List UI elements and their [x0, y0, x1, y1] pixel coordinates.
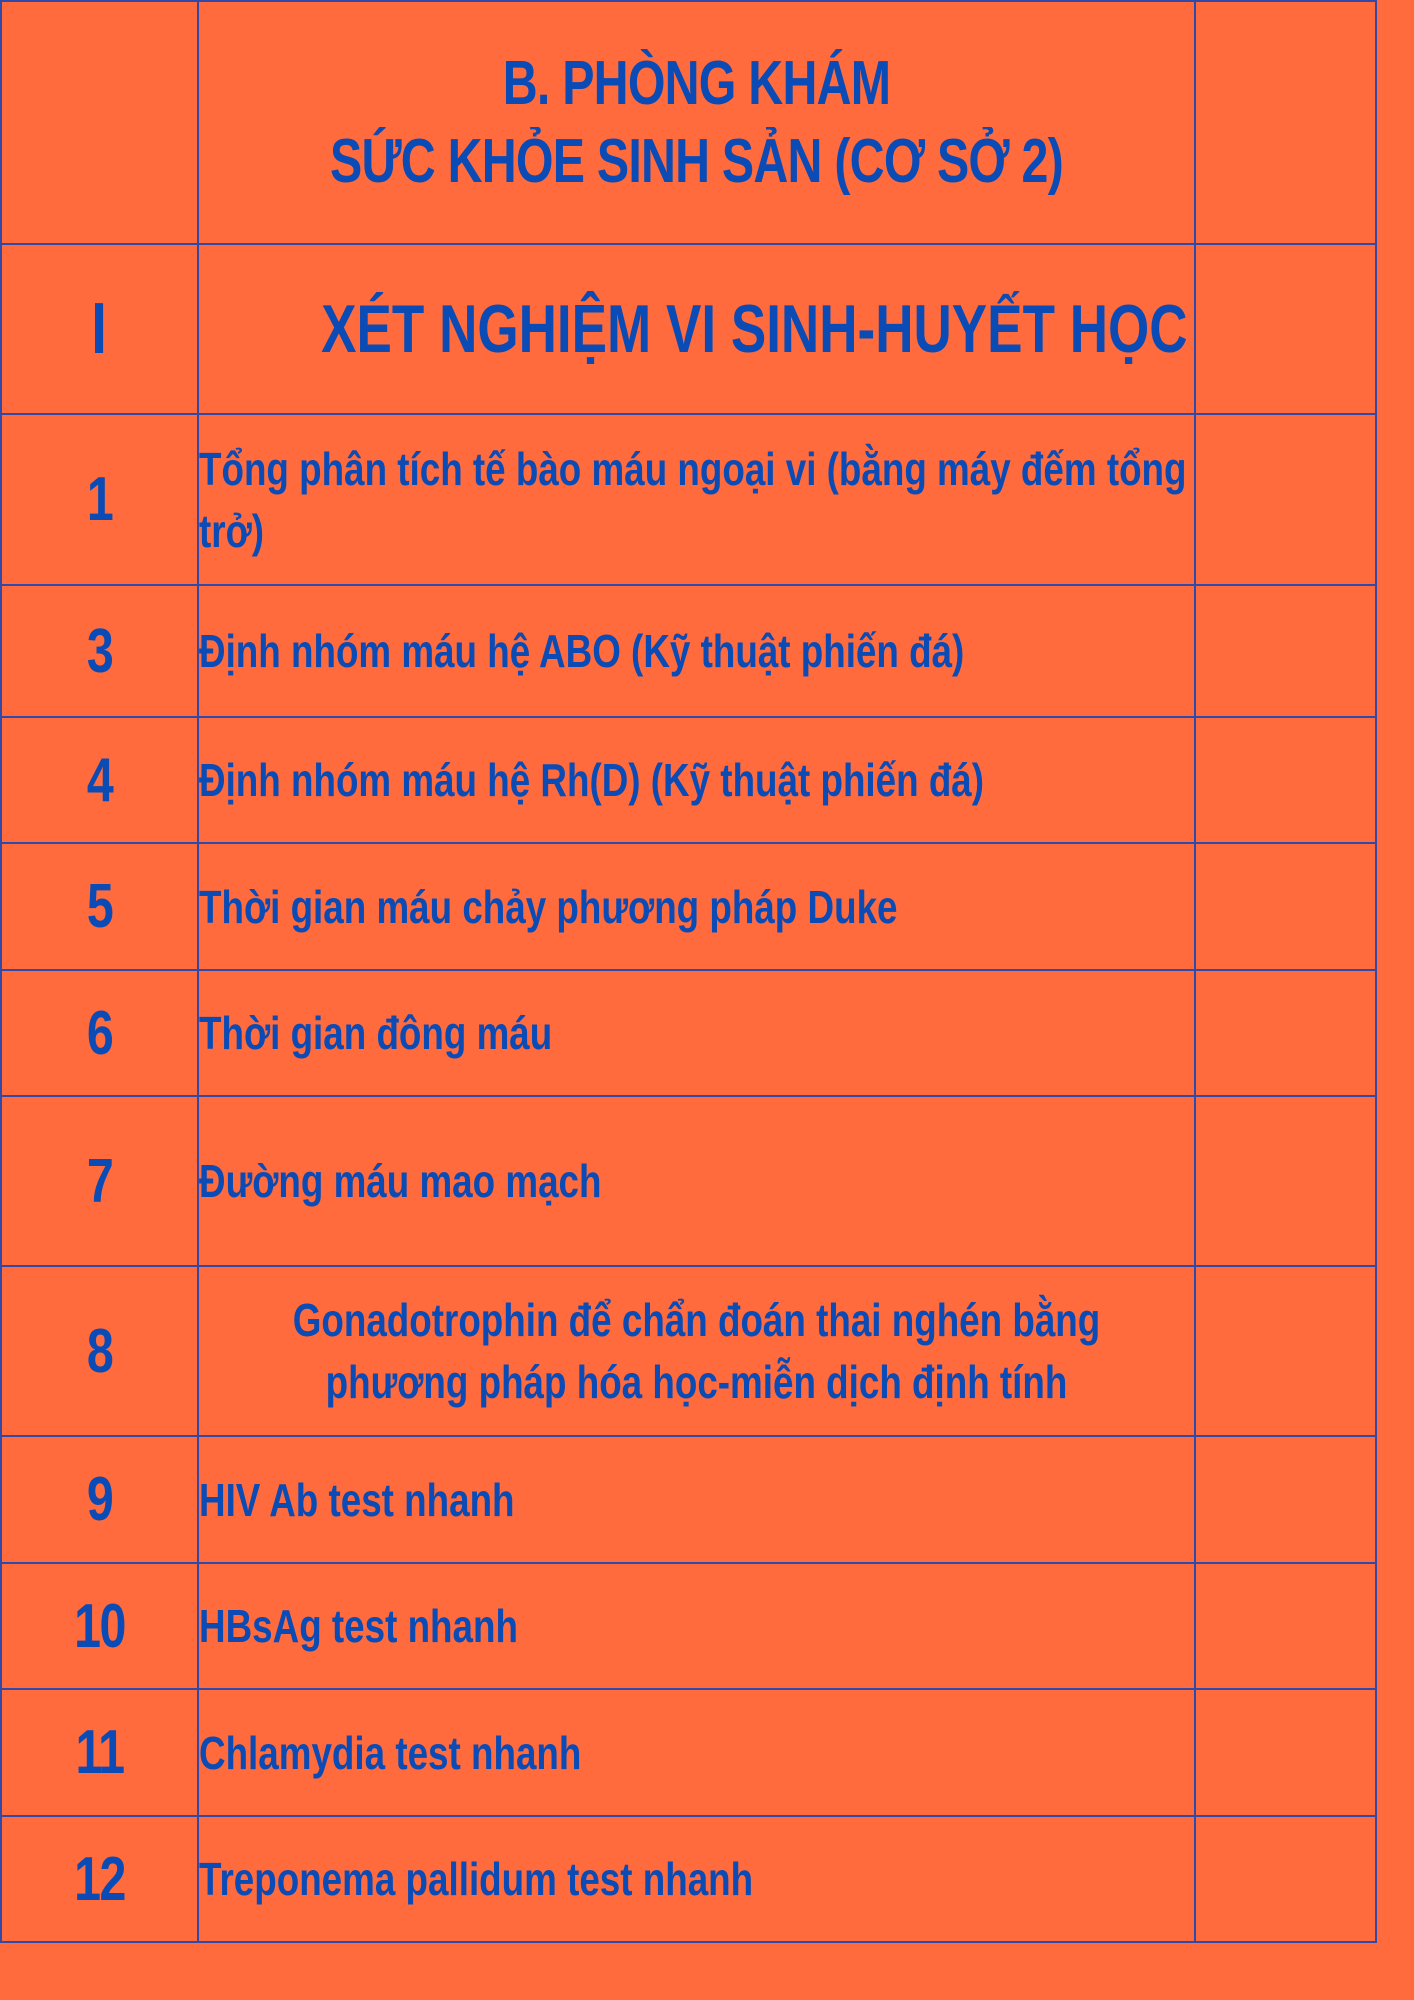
row-description: Treponema pallidum test nhanh — [198, 1816, 1195, 1942]
section-extra-cell — [1195, 244, 1376, 414]
row-extra-cell — [1195, 1816, 1376, 1942]
row-number: 6 — [23, 970, 177, 1096]
row-description: Thời gian máu chảy phương pháp Duke — [198, 843, 1195, 970]
row-number: 3 — [23, 585, 177, 717]
section-number: I — [1, 244, 198, 414]
row-description: HIV Ab test nhanh — [198, 1436, 1195, 1563]
row-number: 4 — [23, 717, 177, 843]
row-extra-cell — [1195, 970, 1376, 1096]
table-row — [1, 970, 1376, 1096]
row-number: 10 — [23, 1563, 177, 1689]
row-extra-cell — [1195, 1266, 1376, 1436]
row-number: 5 — [23, 843, 177, 970]
table-row — [1, 1096, 1376, 1266]
row-description: Định nhóm máu hệ Rh(D) (Kỹ thuật phiến đá) — [198, 717, 1195, 843]
row-number: 11 — [23, 1689, 177, 1816]
row-extra-cell — [1195, 1563, 1376, 1689]
row-description: Chlamydia test nhanh — [198, 1689, 1195, 1816]
title-extra-cell — [1195, 1, 1376, 244]
row-extra-cell — [1195, 585, 1376, 717]
row-number: 8 — [23, 1266, 177, 1436]
row-extra-cell — [1195, 1689, 1376, 1816]
table-row — [1, 1816, 1376, 1942]
page-title — [198, 1, 1195, 244]
row-description: Tổng phân tích tế bào máu ngoại vi (bằng máy đếm tổng trở) — [198, 414, 1195, 585]
table-row — [1, 843, 1376, 970]
section-row — [1, 244, 1376, 414]
row-description: Gonadotrophin để chẩn đoán thai nghén bằng phương pháp hóa học-miễn dịch định tính — [198, 1266, 1195, 1436]
row-description: Định nhóm máu hệ ABO (Kỹ thuật phiến đá) — [198, 585, 1195, 717]
row-extra-cell — [1195, 843, 1376, 970]
table-row — [1, 585, 1376, 717]
title-num-cell — [1, 1, 198, 244]
table-row — [1, 1689, 1376, 1816]
row-number: 1 — [23, 414, 177, 585]
row-extra-cell — [1195, 1096, 1376, 1266]
row-number: 7 — [23, 1096, 177, 1266]
row-number: 9 — [23, 1436, 177, 1563]
row-extra-cell — [1195, 717, 1376, 843]
table-row — [1, 1563, 1376, 1689]
table-row — [1, 414, 1376, 585]
page-title-line1: B. PHÒNG KHÁM — [502, 48, 891, 118]
row-extra-cell — [1195, 414, 1376, 585]
row-number: 12 — [23, 1816, 177, 1942]
row-extra-cell — [1195, 1436, 1376, 1563]
table-row — [1, 717, 1376, 843]
row-description: Thời gian đông máu — [198, 970, 1195, 1096]
section-title: XÉT NGHIỆM VI SINH-HUYẾT HỌC — [198, 244, 1195, 414]
table-row — [1, 1266, 1376, 1436]
title-row — [1, 1, 1376, 244]
row-description: HBsAg test nhanh — [198, 1563, 1195, 1689]
table-row — [1, 1436, 1376, 1563]
row-description: Đường máu mao mạch — [198, 1096, 1195, 1266]
page-title-line2: SỨC KHỎE SINH SẢN (CƠ SỞ 2) — [329, 126, 1064, 196]
